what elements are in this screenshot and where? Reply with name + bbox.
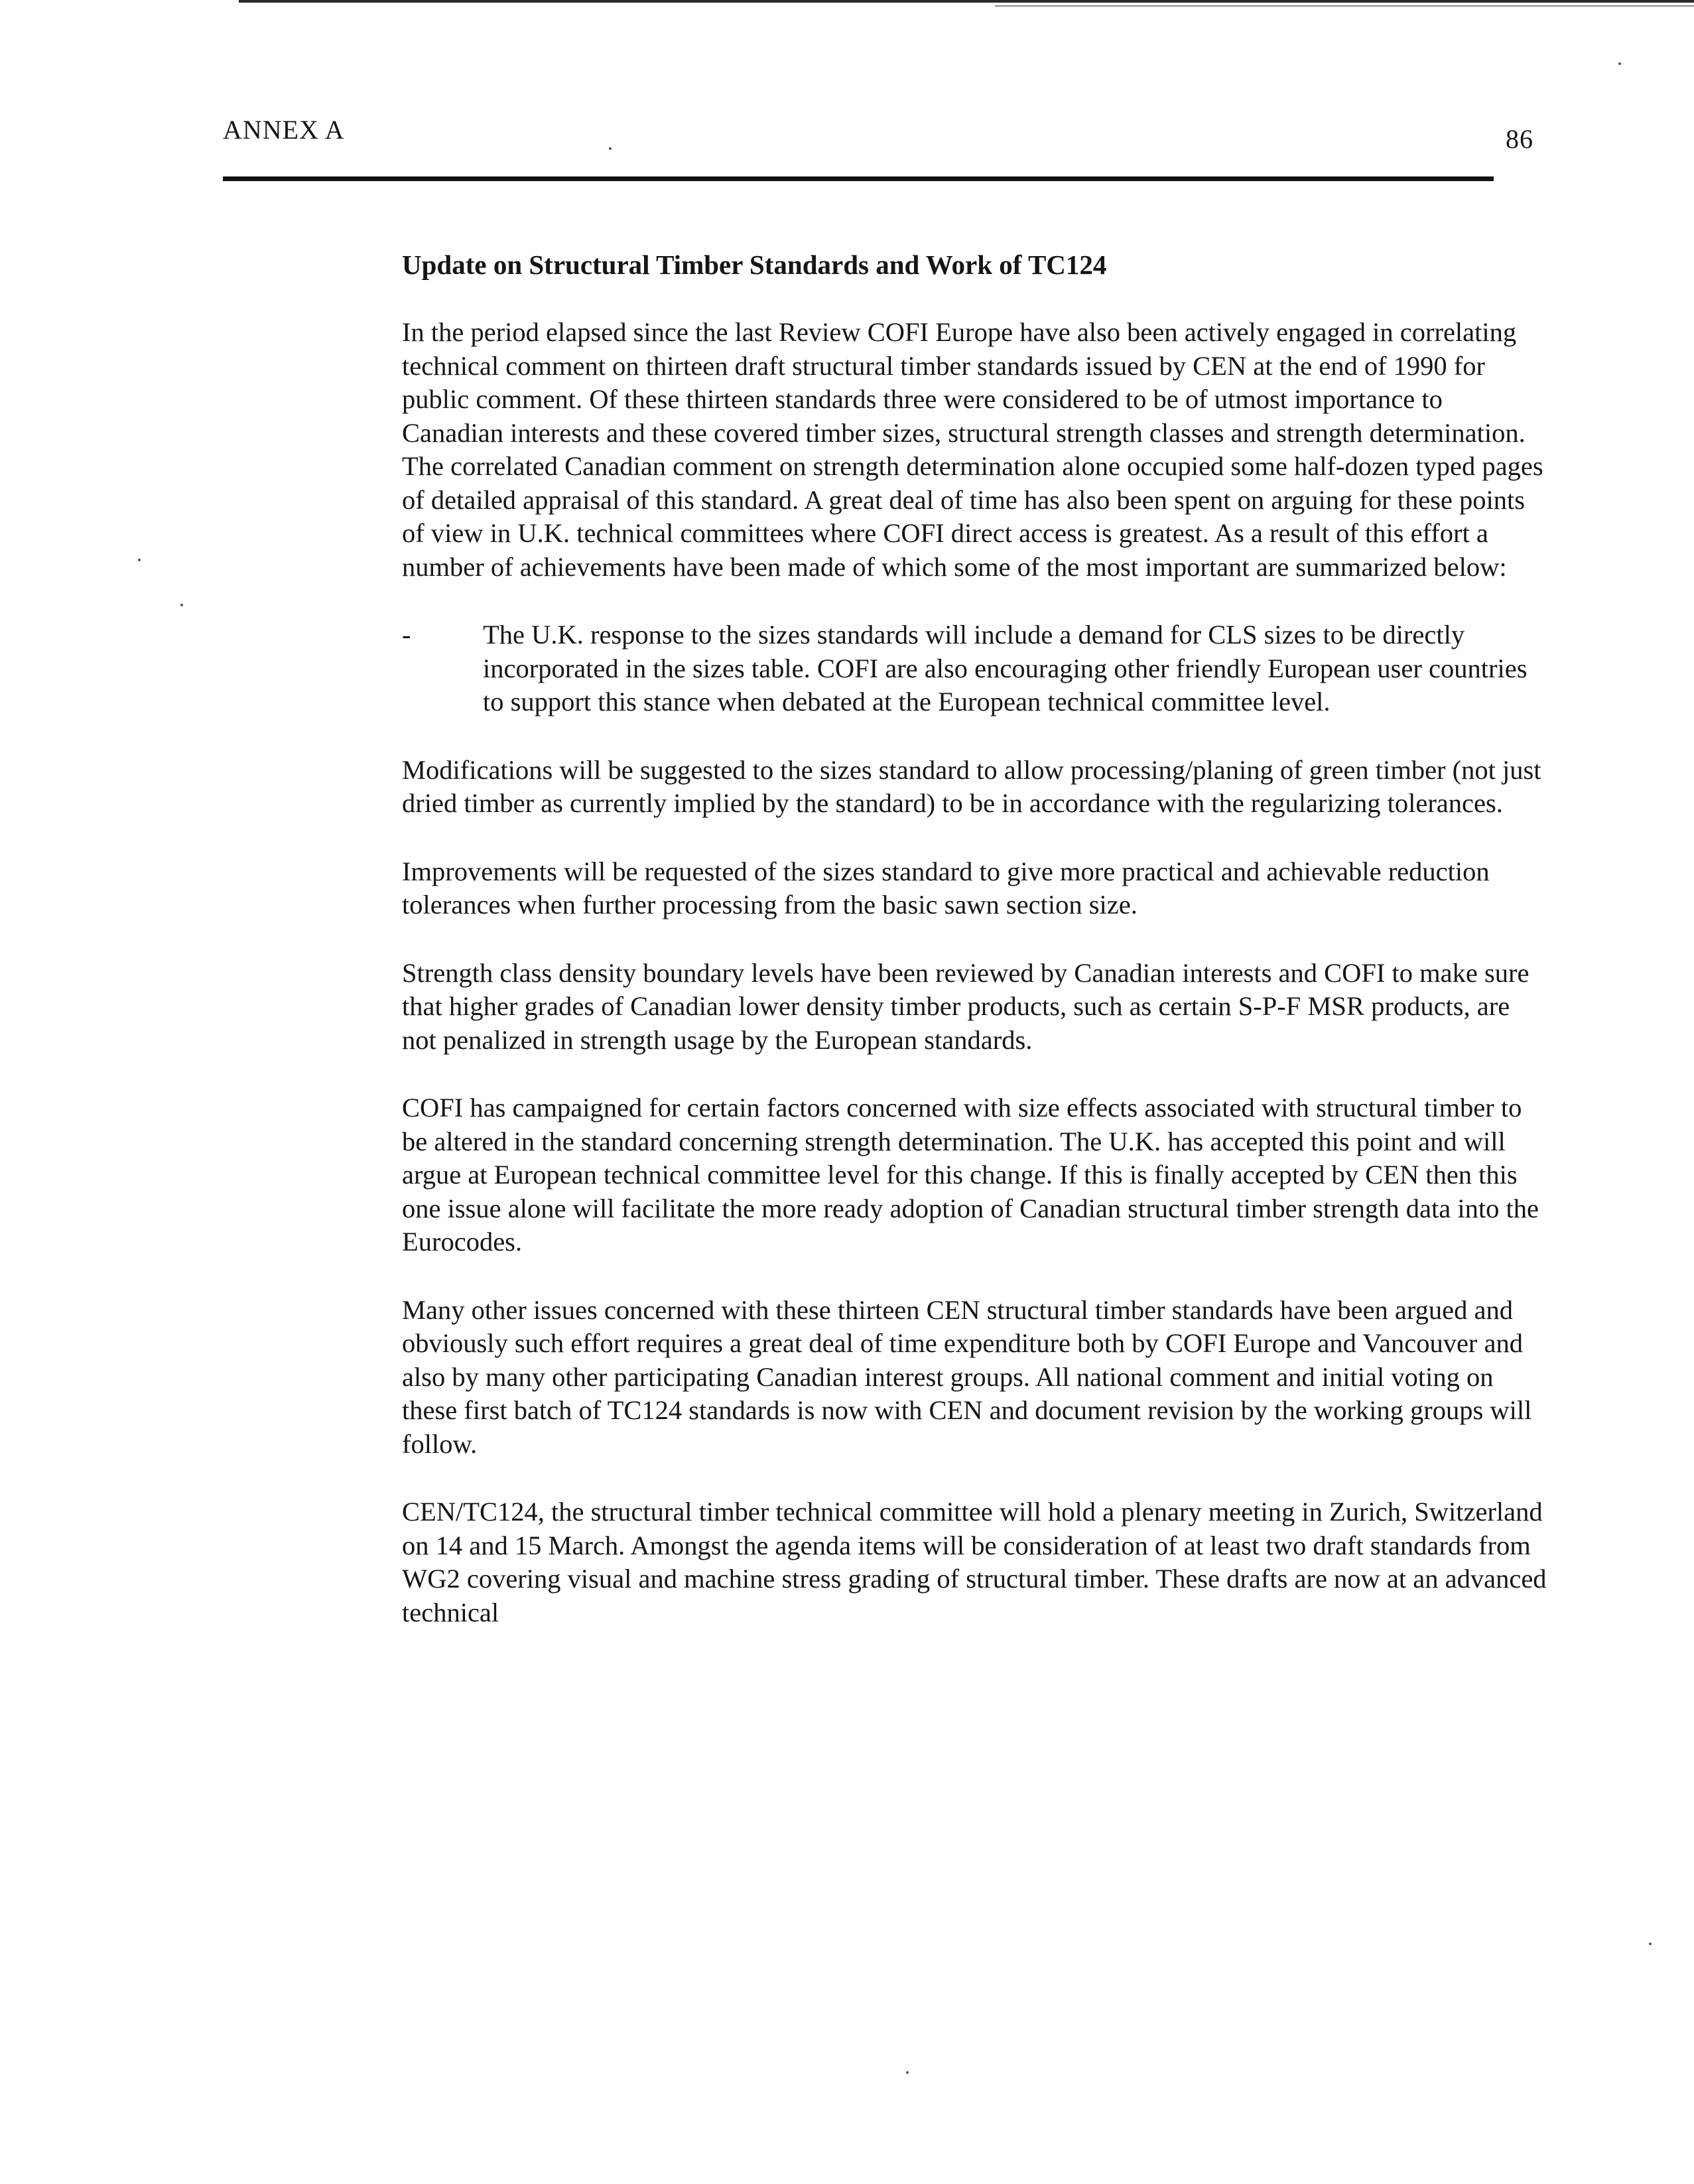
paragraph-improvements: Improvements will be requested of the sizes standard to give more practical and achievable reduction tolerances when further processing from the basic sawn section size. <box>402 856 1490 920</box>
page-number: 86 <box>1506 124 1533 154</box>
scan-speck <box>1618 62 1621 65</box>
scan-top-edge-shadow <box>995 5 1694 7</box>
scan-speck <box>906 2071 909 2074</box>
bullet-item <box>402 618 1549 719</box>
scan-speck <box>138 559 141 561</box>
annex-label: ANNEX A <box>223 115 345 145</box>
paragraph-strength-class: Strength class density boundary levels have been reviewed by Canadian interests and COFI to make sure that higher grades of Canadian lower density timber products, such as certain S-P-F MSR products, are not penalized in strength usage by the European standards. <box>402 957 1530 1055</box>
paragraph-other-issues: Many other issues concerned with these thirteen CEN structural timber standards have been argued and obviously such effort requires a great deal of time expenditure both by COFI Europe and Vancouver and also by many other participating Canadian interest groups. All national comment and initial voting on these first batch of TC124 standards is now with CEN and document revision by the working groups will follow. <box>402 1294 1532 1459</box>
document-body <box>402 248 1549 1664</box>
scan-top-edge <box>239 0 1694 3</box>
page-header <box>223 111 1533 154</box>
paragraph-modifications: Modifications will be suggested to the sizes standard to allow processing/planing of green timber (not just dried timber as currently implied by the standard) to be in accordance with the regularizing tolerances. <box>402 754 1541 818</box>
bullet-marker: - <box>402 620 411 649</box>
scan-speck <box>180 604 183 606</box>
section-title: Update on Structural Timber Standards and Work of TC124 <box>402 249 1107 280</box>
scan-speck <box>609 147 612 150</box>
intro-paragraph: In the period elapsed since the last Review COFI Europe have also been actively engaged in correlating technical comment on thirteen draft structural timber standards issued by CEN at the end of 1990 for public comment. Of these thirteen standards three were considered to be of utmost importance to Canadian interests and these covered timber sizes, structural strength classes and strength determination. The correlated Canadian comment on strength determination alone occupied some half-dozen typed pages of detailed appraisal of this standard. A great deal of time has also been spent on arguing for these points of view in U.K. technical committees where COFI direct access is greatest. As a result of this effort a number of achievements have been made of which some of the most important are summarized below: <box>402 317 1543 582</box>
bullet-text: The U.K. response to the sizes standards will include a demand for CLS sizes to be directly incorporated in the sizes table. COFI are also encouraging other friendly European user countries to support this stance when debated at the European technical committee level. <box>483 620 1528 717</box>
paragraph-plenary-meeting: CEN/TC124, the structural timber technical committee will hold a plenary meeting in Zurich, Switzerland on 14 and 15 March. Amongst the agenda items will be consideration of at least two draft standards from WG2 covering visual and machine stress grading of structural timber. These drafts are now at an advanced technical <box>402 1497 1547 1627</box>
scan-speck <box>1649 1943 1652 1945</box>
header-rule <box>223 176 1494 181</box>
paragraph-size-effects: COFI has campaigned for certain factors concerned with size effects associated with structural timber to be altered in the standard concerning strength determination. The U.K. has accepted this point and will argue at European technical committee level for this change. If this is finally accepted by CEN then this one issue alone will facilitate the more ready adoption of Canadian structural timber strength data into the Eurocodes. <box>402 1093 1539 1257</box>
